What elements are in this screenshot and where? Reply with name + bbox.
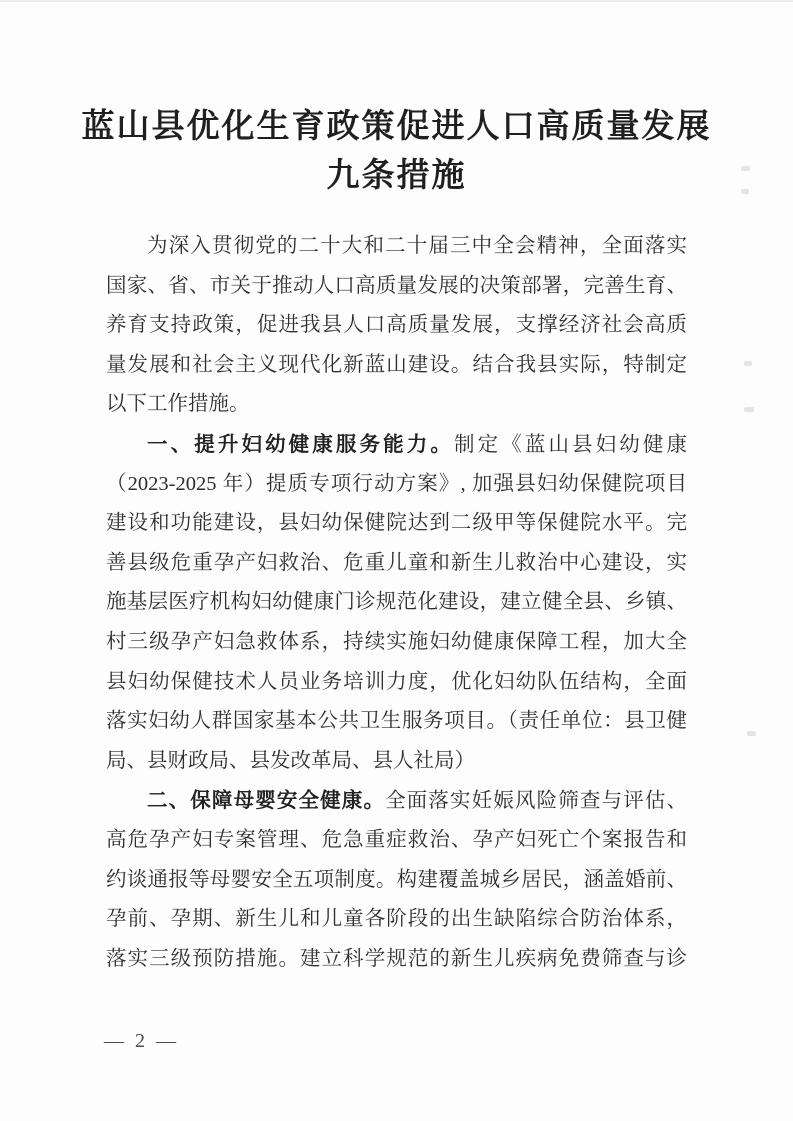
document-line: 为深入贯彻党的二十大和二十届三中全会精神，全面落实 — [147, 235, 687, 257]
document-line: 施基层医疗机构妇幼健康门诊规范化建设，建立健全县、乡镇、 — [106, 591, 687, 614]
document-title-line-2: 九条措施 — [326, 158, 467, 194]
section-2-heading-rest: 全面落实妊娠风险筛查与评估、 — [385, 790, 688, 813]
page-number: — 2 — — [104, 1030, 179, 1052]
document-line: 养育支持政策，促进我县人口高质量发展，支撑经济社会高质 — [106, 314, 687, 337]
scan-artifact — [741, 189, 749, 194]
document-line: 量发展和社会主义现代化新蓝山建设。结合我县实际，特制定 — [106, 353, 687, 376]
document-line: 约谈通报等母婴安全五项制度。构建覆盖城乡居民，涵盖婚前、 — [106, 868, 687, 891]
document-line: 县妇幼保健技术人员业务培训力度，优化妇幼队伍结构，全面 — [106, 670, 687, 693]
document-title-line-1: 蓝山县优化生育政策促进人口高质量发展 — [81, 109, 712, 145]
document-line: 孕前、孕期、新生儿和儿童各阶段的出生缺陷综合防治体系， — [106, 908, 687, 931]
document-line: 局、县财政局、县发改革局、县人社局） — [106, 749, 475, 772]
document-line: （2023-2025 年）提质专项行动方案》, 加强县妇幼保健院项目 — [106, 472, 687, 495]
document-line: 村三级孕产妇急救体系，持续实施妇幼健康保障工程，加大全 — [106, 630, 687, 653]
document-title — [0, 103, 793, 201]
section-1-heading: 一、提升妇幼健康服务能力。 — [147, 432, 454, 456]
document-line: 高危孕产妇专案管理、危急重症救治、孕产妇死亡个案报告和 — [106, 828, 687, 851]
document-body — [106, 227, 687, 979]
document-line: 落实三级预防措施。建立科学规范的新生儿疾病免费筛查与诊 — [106, 947, 687, 970]
scan-artifact — [741, 166, 750, 171]
scan-artifact — [744, 407, 754, 412]
section-1-heading-rest: 制定《蓝山县妇幼健康 — [453, 433, 688, 456]
document-line — [106, 781, 687, 821]
scan-artifact — [744, 361, 752, 366]
document-line: 以下工作措施。 — [106, 393, 250, 416]
document-line: 善县级危重孕产妇救治、危重儿童和新生儿救治中心建设，实 — [106, 551, 687, 574]
document-line: 国家、省、市关于推动人口高质量发展的决策部署，完善生育、 — [106, 274, 687, 297]
document-line — [106, 425, 687, 465]
scan-artifact — [747, 731, 756, 736]
document-line: 落实妇幼人群国家基本公共卫生服务项目。（责任单位：县卫健 — [106, 710, 687, 733]
document-line: 建设和功能建设，县妇幼保健院达到二级甲等保健院水平。完 — [106, 512, 687, 535]
section-2-heading: 二、保障母婴安全健康。 — [147, 789, 386, 813]
scan-top-edge-shadow — [0, 0, 793, 2]
